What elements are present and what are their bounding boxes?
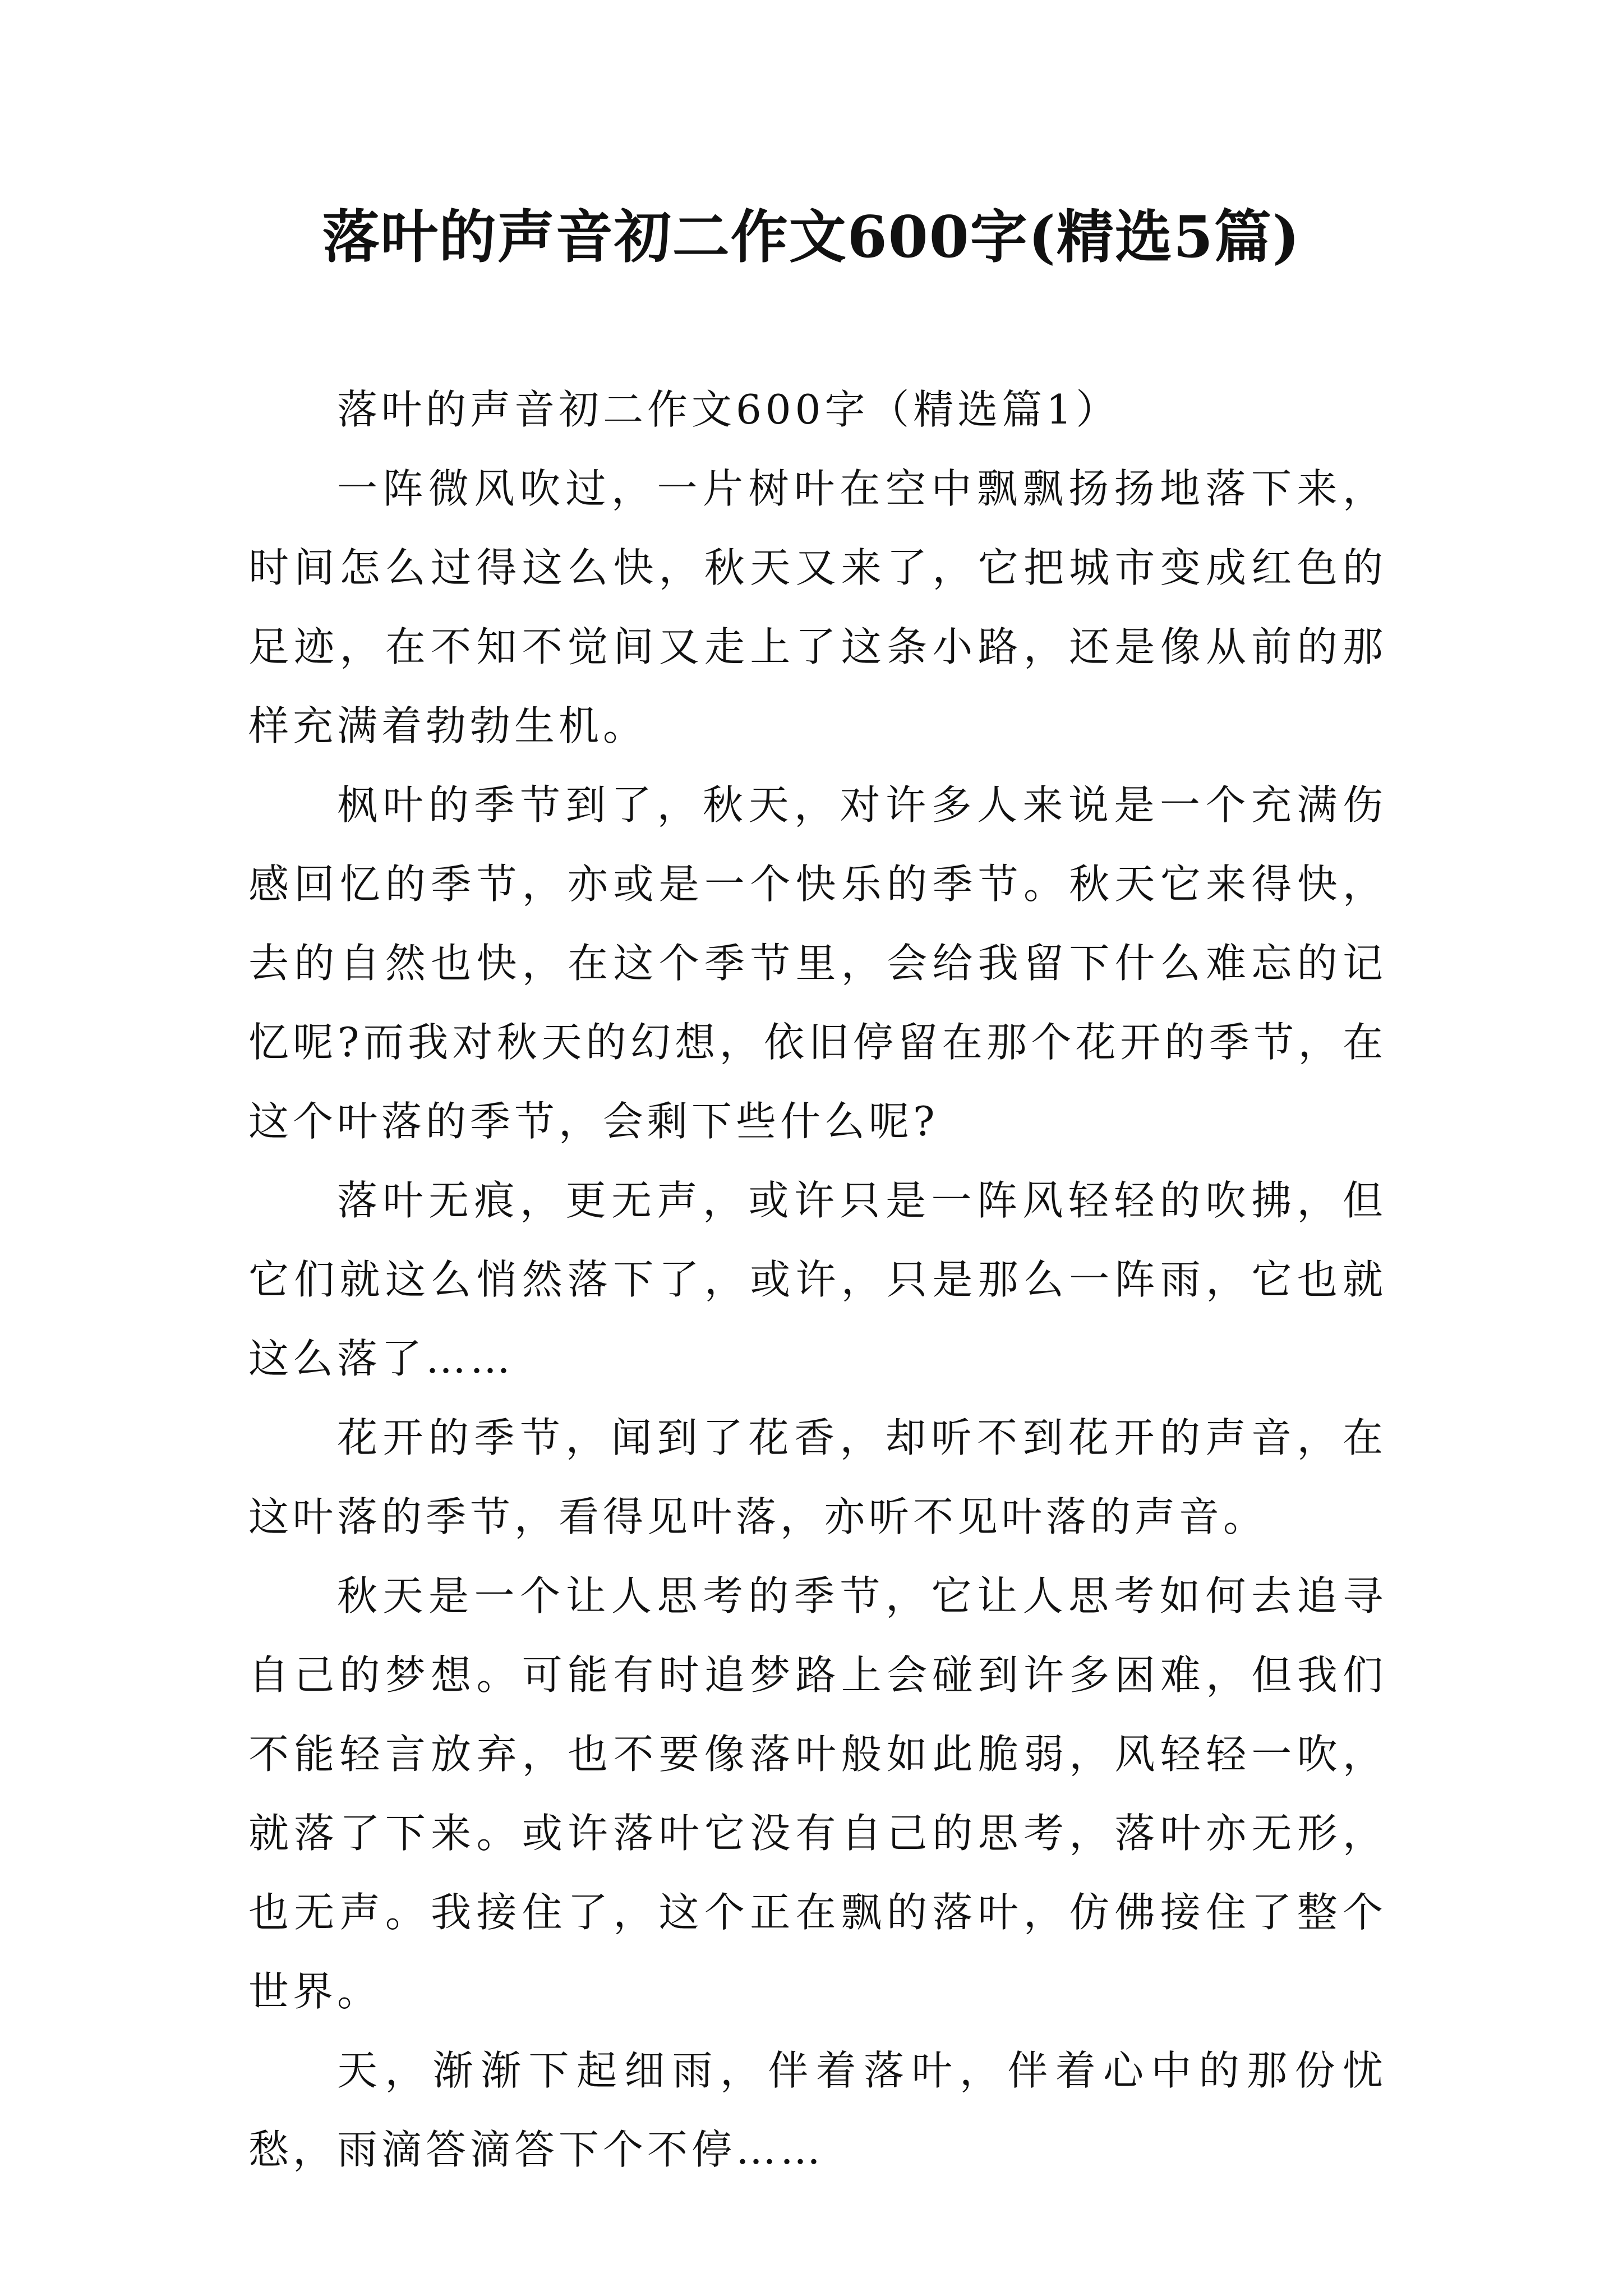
paragraph-5: 秋天是一个让人思考的季节，它让人思考如何去追寻自己的梦想。可能有时追梦路上会碰到许多困难，但我们不能轻言放弃，也不要像落叶般如此脆弱，风轻轻一吹，就落了下来。或许落叶它没有自己的思考，落叶亦无形，也无声。我接住了，这个正在飘的落叶，仿佛接住了整个世界。 (248, 1572, 1387, 2015)
paragraph-4: 花开的季节，闻到了花香，却听不到花开的声音，在这叶落的季节，看得见叶落，亦听不见叶落的声音。 (248, 1414, 1387, 1540)
paragraph-6: 天，渐渐下起细雨，伴着落叶，伴着心中的那份忧愁，雨滴答滴答下个不停…… (248, 2047, 1387, 2173)
essay-subtitle: 落叶的声音初二作文600字（精选篇1） (337, 386, 1121, 433)
paragraph-3: 落叶无痕，更无声，或许只是一阵风轻轻的吹拂，但它们就这么悄然落下了，或许，只是那么一阵雨，它也就这么落了…… (248, 1177, 1387, 1382)
paragraph-1: 一阵微风吹过，一片树叶在空中飘飘扬扬地落下来，时间怎么过得这么快，秋天又来了，它把城市变成红色的足迹，在不知不觉间又走上了这条小路，还是像从前的那样充满着勃勃生机。 (248, 465, 1387, 749)
paragraph-2: 枫叶的季节到了，秋天，对许多人来说是一个充满伤感回忆的季节，亦或是一个快乐的季节。秋天它来得快，去的自然也快，在这个季节里，会给我留下什么难忘的记忆呢?而我对秋天的幻想，依旧停留在那个花开的季节，在这个叶落的季节，会剩下些什么呢? (248, 781, 1387, 1145)
document-title: 落叶的声音初二作文600字(精选5篇) (322, 204, 1301, 271)
document-body (248, 370, 1387, 2189)
